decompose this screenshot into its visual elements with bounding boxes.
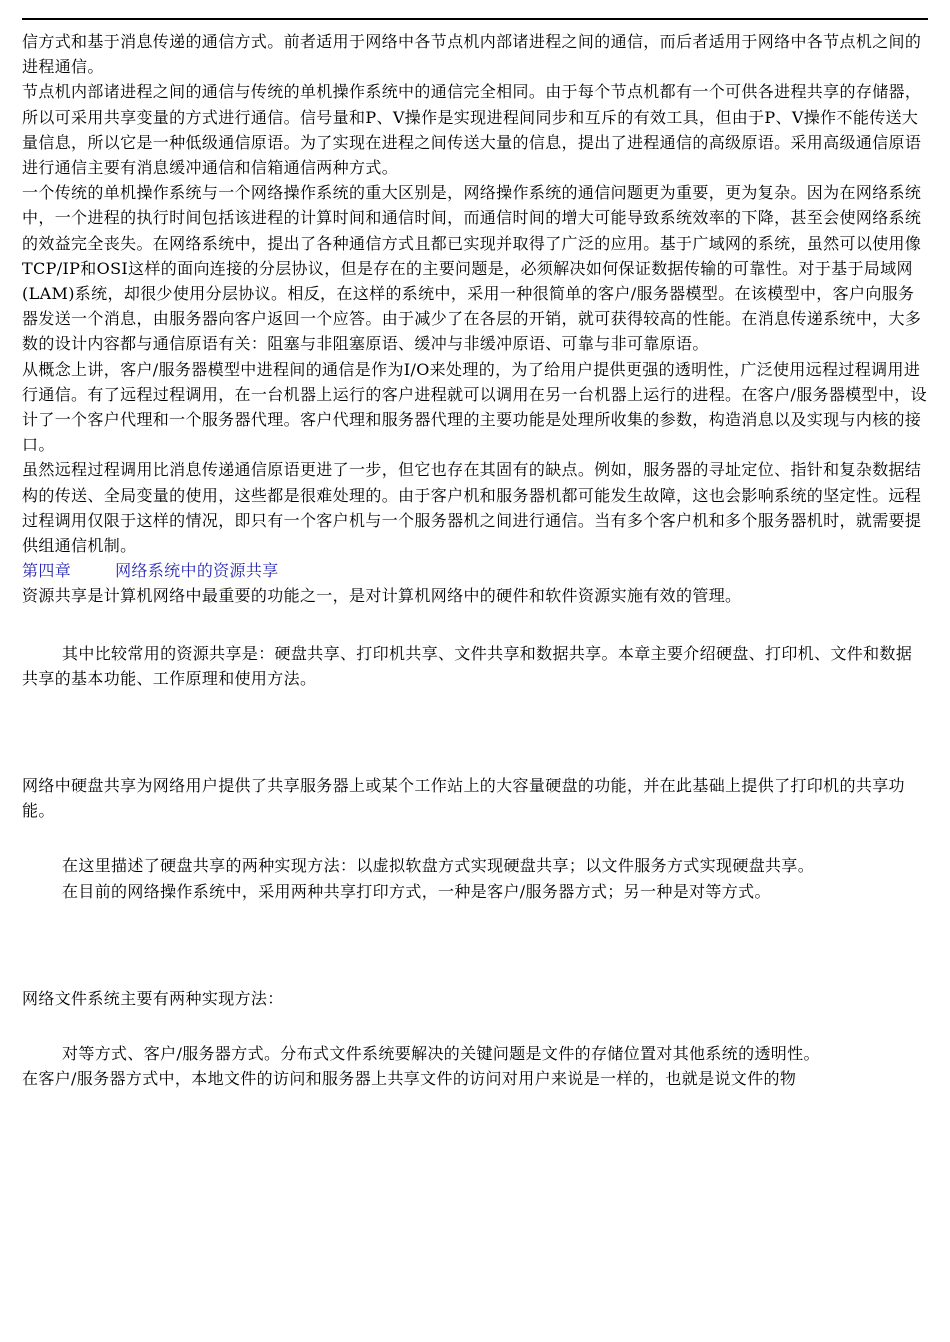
paragraph-rpc-limitations: 虽然远程过程调用比消息传递通信原语更进了一步，但它也存在其固有的缺点。例如，服务器的寻址定位、指针和复杂数据结构的传送、全局变量的使用，这些都是很难处理的。由于客户机和服务器机都可能发生故障，这也会影响系统的坚定性。远程过程调用仅限于这样的情况，即只有一个客户机与一个服务器机之间进行通信。当有多个客户机和多个服务器机时，就需要提供组通信机制。 [22,460,922,556]
document-body [22,29,928,1092]
paragraph-disk-sharing-methods: 在这里描述了硬盘共享的两种实现方法：以虚拟软盘方式实现硬盘共享；以文件服务方式实现硬盘共享。 [62,856,815,876]
paragraph-print-sharing-methods: 在目前的网络操作系统中，采用两种共享打印方式，一种是客户/服务器方式；另一种是对等方式。 [62,881,771,901]
paragraph-ipc-methods: 信方式和基于消息传递的通信方式。前者适用于网络中各节点机内部诸进程之间的通信，而后者适用于网络中各节点机之间的进程通信。 [22,32,922,77]
paragraph-network-os-communication: 一个传统的单机操作系统与一个网络操作系统的重大区别是，网络操作系统的通信问题更为重要，更为复杂。因为在网络系统中，一个进程的执行时间包括该进程的计算时间和通信时间，而通信时间的增大可能导致系统效率的下降，甚至会使网络系统的效益完全丧失。在网络系统中，提出了各种通信方式且都已实现并取得了广泛的应用。基于广域网的系统，虽然可以使用像TCP/IP和OSI这样的面向连接的分层协议，但是存在的主要问题是，必须解决如何保证数据传输的可靠性。对于基于局域网(LAM)系统，却很少使用分层协议。相反，在这样的系统中，采用一种很简单的客户/服务器模型。在该模型中，客户向服务器发送一个消息，由服务器向客户返回一个应答。由于减少了在各层的开销，就可获得较高的性能。在消息传递系统中，大多数的设计内容都与通信原语有关：阻塞与非阻塞原语、缓冲与非缓冲原语、可靠与非可靠原语。 [22,183,922,354]
paragraph-client-server-rpc: 从概念上讲，客户/服务器模型中进程间的通信是作为I/O来处理的，为了给用户提供更强的透明性，广泛使用远程过程调用进行通信。有了远程过程调用，在一台机器上运行的客户进程就可以调用在另一台机器上运行的进程。在客户/服务器模型中，设计了一个客户代理和一个服务器代理。客户代理和服务器代理的主要功能是处理所收集的参数，构造消息以及实现与内核的接口。 [22,359,927,455]
chapter-heading [22,558,928,583]
paragraph-distributed-file-system: 对等方式、客户/服务器方式。分布式文件系统要解决的关键问题是文件的存储位置对其他系统的透明性。 [62,1044,820,1064]
paragraph-resource-sharing-intro: 资源共享是计算机网络中最重要的功能之一，是对计算机网络中的硬件和软件资源实施有效的管理。 [22,586,742,606]
chapter-number: 第四章 [22,561,72,581]
paragraph-disk-sharing: 网络中硬盘共享为网络用户提供了共享服务器上或某个工作站上的大容量硬盘的功能，并在此基础上提供了打印机的共享功能。 [22,776,905,821]
paragraph-client-server-file-access: 在客户/服务器方式中，本地文件的访问和服务器上共享文件的访问对用户来说是一样的，也就是说文件的物 [22,1069,797,1089]
header-rule [22,18,928,20]
paragraph-network-file-system: 网络文件系统主要有两种实现方法： [22,988,284,1008]
chapter-title: 网络系统中的资源共享 [115,561,279,581]
paragraph-common-sharing-types: 其中比较常用的资源共享是：硬盘共享、打印机共享、文件共享和数据共享。本章主要介绍硬盘、打印机、文件和数据共享的基本功能、工作原理和使用方法。 [22,643,913,688]
paragraph-node-internal-communication: 节点机内部诸进程之间的通信与传统的单机操作系统中的通信完全相同。由于每个节点机都有一个可供各进程共享的存储器，所以可采用共享变量的方式进行通信。信号量和P、V操作是实现进程间同步和互斥的有效工具，但由于P、V操作不能传送大量信息，所以它是一种低级通信原语。为了实现在进程之间传送大量的信息，提出了进程通信的高级原语。采用高级通信原语进行通信主要有消息缓冲通信和信箱通信两种方式。 [22,82,922,178]
